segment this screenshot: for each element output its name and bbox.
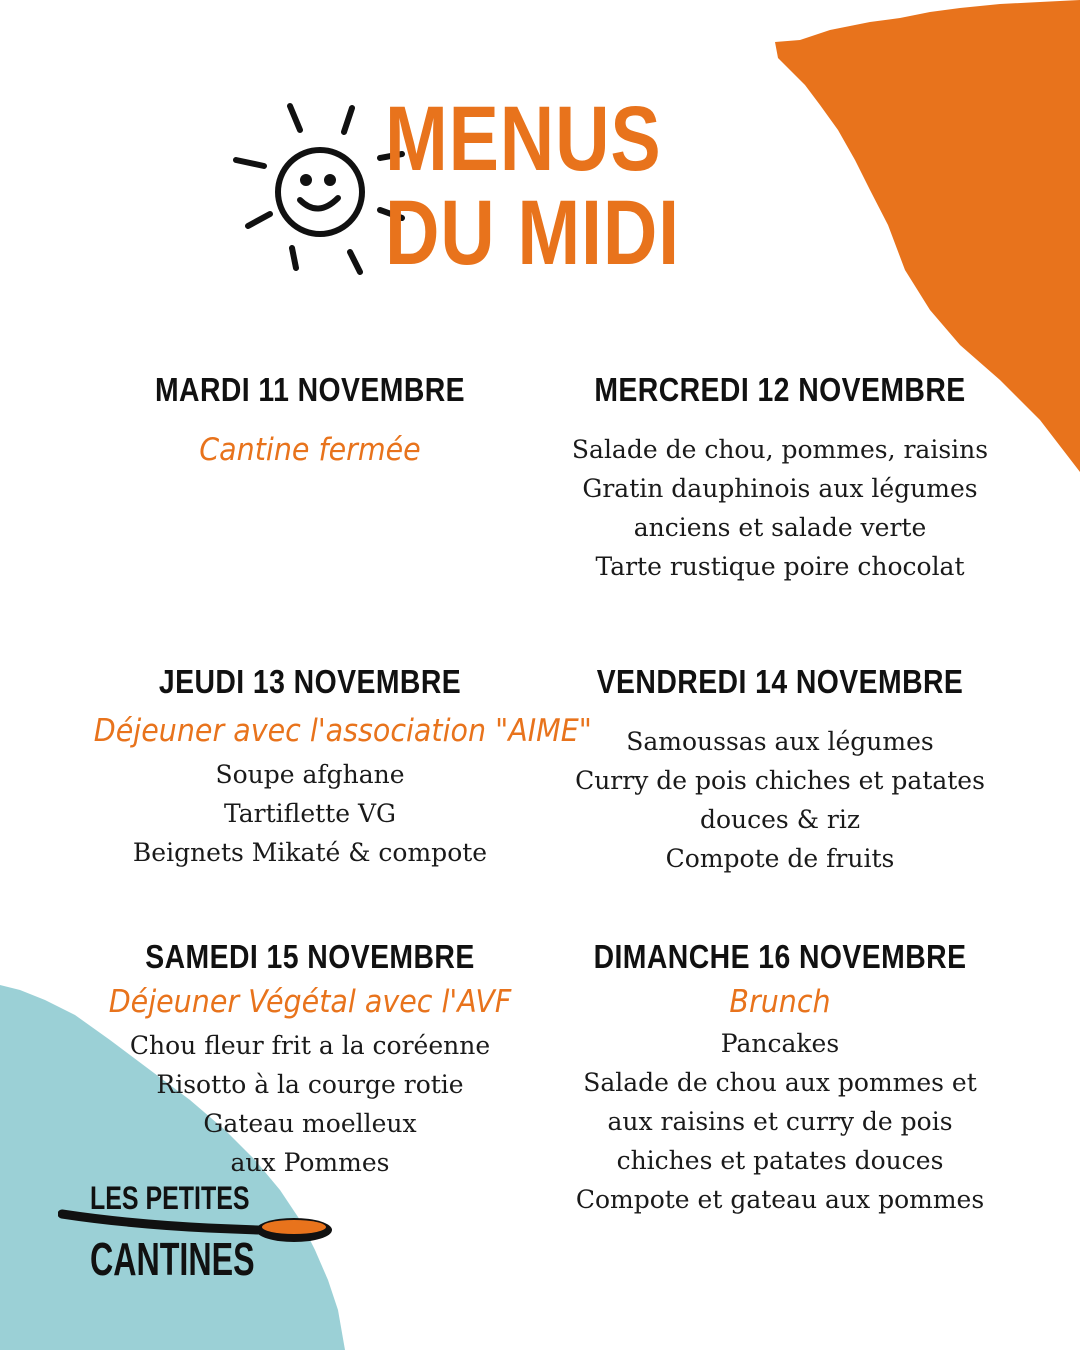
menu-item: Gateau moelleux [203,1109,417,1138]
menu-item: aux raisins et curry de pois [607,1107,953,1136]
day-title: VENDREDI 14 NOVEMBRE [596,663,964,700]
menu-item: anciens et salade verte [633,513,927,542]
page-title [385,88,680,284]
menu-item: chiches et patates douces [616,1146,944,1175]
day-title: DIMANCHE 16 NOVEMBRE [593,938,967,975]
menu-items [75,755,545,872]
title-line-2: DU MIDI [385,182,680,284]
menu-item: Chou fleur frit a la coréenne [129,1031,491,1060]
day-block-vendredi [545,662,1015,878]
menu-item: Risotto à la courge rotie [156,1070,464,1099]
day-title: MARDI 11 NOVEMBRE [154,371,466,408]
menu-items [545,722,1015,878]
logo-line-2: CANTINES [90,1233,255,1285]
menu-item: Compote de fruits [665,844,895,873]
menu-item: Gratin dauphinois aux légumes [582,474,978,503]
les-petites-cantines-logo [58,1180,348,1290]
day-subtitle: Déjeuner avec l'association "AIME" [93,713,592,749]
menu-item: Tarte rustique poire chocolat [595,552,965,581]
day-subtitle: Brunch [729,984,831,1020]
day-block-mardi [75,370,545,472]
smiling-sun-icon [230,100,410,280]
menu-items [545,430,1015,586]
menu-item: Salade de chou aux pommes et [583,1068,977,1097]
logo-line-1: LES PETITES [90,1180,250,1216]
menu-items [545,1024,1015,1219]
day-title: JEUDI 13 NOVEMBRE [158,663,462,700]
title-line-1: MENUS [385,88,662,190]
day-block-dimanche [545,937,1015,1219]
day-title: SAMEDI 15 NOVEMBRE [145,938,475,975]
day-title: MERCREDI 12 NOVEMBRE [594,371,966,408]
menu-item: Beignets Mikaté & compote [132,838,488,867]
day-subtitle: Cantine fermée [199,432,421,468]
day-block-samedi [75,937,545,1182]
menu-items [75,1026,545,1182]
menu-item: Pancakes [720,1029,840,1058]
menu-item: douces & riz [699,805,861,834]
menu-item: Tartiflette VG [224,799,396,828]
day-subtitle: Déjeuner Végétal avec l'AVF [108,984,512,1020]
menu-item: Compote et gateau aux pommes [575,1185,985,1214]
day-block-mercredi [545,370,1015,586]
menu-item: aux Pommes [230,1148,390,1177]
menu-item: Soupe afghane [215,760,405,789]
day-block-jeudi [75,662,592,872]
menu-item: Salade de chou, pommes, raisins [571,435,989,464]
menu-item: Samoussas aux légumes [626,727,934,756]
menu-item: Curry de pois chiches et patates [575,766,985,795]
